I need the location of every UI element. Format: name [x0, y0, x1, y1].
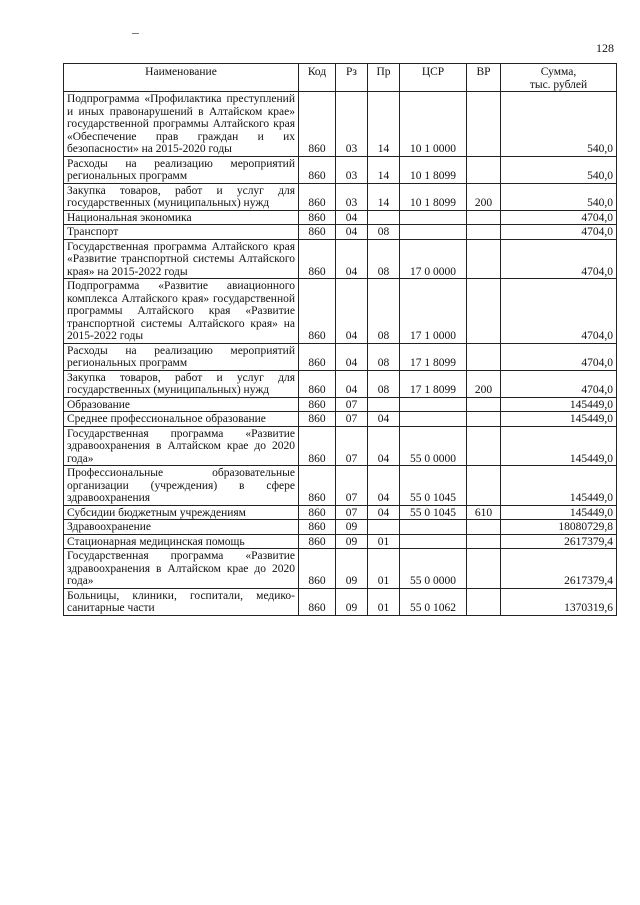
- cell-rz: 09: [336, 549, 368, 589]
- cell-vr: [467, 343, 501, 370]
- cell-sum: 2617379,4: [501, 534, 617, 549]
- header-sum: [501, 64, 617, 92]
- cell-rz: 04: [336, 343, 368, 370]
- cell-name: Здравоохранение: [64, 520, 299, 535]
- cell-vr: [467, 279, 501, 344]
- table-row: [64, 520, 617, 535]
- cell-pr: 04: [368, 412, 400, 427]
- cell-pr: 08: [368, 343, 400, 370]
- cell-kod: 860: [299, 210, 336, 225]
- cell-sum: 2617379,4: [501, 549, 617, 589]
- cell-kod: 860: [299, 239, 336, 279]
- cell-csr: [400, 225, 467, 240]
- cell-csr: 55 0 0000: [400, 426, 467, 466]
- cell-sum: 4704,0: [501, 343, 617, 370]
- cell-kod: 860: [299, 505, 336, 520]
- table-row: [64, 466, 617, 506]
- cell-rz: 04: [336, 225, 368, 240]
- table-row: [64, 343, 617, 370]
- cell-sum: 1370319,6: [501, 588, 617, 615]
- cell-pr: 01: [368, 549, 400, 589]
- cell-name: Государственная программа «Развитие здравоохранения в Алтайском крае до 2020 года»: [64, 549, 299, 589]
- cell-csr: 17 1 8099: [400, 343, 467, 370]
- cell-rz: 07: [336, 426, 368, 466]
- cell-kod: 860: [299, 183, 336, 210]
- header-name: Наименование: [64, 64, 299, 92]
- cell-rz: 09: [336, 534, 368, 549]
- cell-kod: 860: [299, 370, 336, 397]
- cell-name: Закупка товаров, работ и услуг для государственных (муниципальных) нужд: [64, 183, 299, 210]
- header-vr: ВР: [467, 64, 501, 92]
- cell-rz: 07: [336, 466, 368, 506]
- cell-rz: 09: [336, 520, 368, 535]
- cell-pr: 01: [368, 588, 400, 615]
- header-csr: ЦСР: [400, 64, 467, 92]
- cell-kod: 860: [299, 343, 336, 370]
- cell-name: Среднее профессиональное образование: [64, 412, 299, 427]
- cell-sum: 145449,0: [501, 426, 617, 466]
- cell-sum: 4704,0: [501, 279, 617, 344]
- table-row: [64, 412, 617, 427]
- table-row: [64, 426, 617, 466]
- cell-kod: 860: [299, 426, 336, 466]
- cell-rz: 07: [336, 412, 368, 427]
- cell-vr: 200: [467, 370, 501, 397]
- cell-csr: [400, 397, 467, 412]
- cell-kod: 860: [299, 92, 336, 157]
- cell-rz: 03: [336, 156, 368, 183]
- table-row: [64, 225, 617, 240]
- cell-vr: 200: [467, 183, 501, 210]
- cell-pr: 14: [368, 156, 400, 183]
- cell-kod: 860: [299, 588, 336, 615]
- cell-pr: [368, 397, 400, 412]
- cell-vr: [467, 397, 501, 412]
- cell-sum: 4704,0: [501, 370, 617, 397]
- table-row: [64, 279, 617, 344]
- cell-pr: 04: [368, 466, 400, 506]
- cell-name: Образование: [64, 397, 299, 412]
- cell-csr: 55 0 1062: [400, 588, 467, 615]
- cell-name: Профессиональные образовательные организации (учреждения) в сфере здравоохранения: [64, 466, 299, 506]
- cell-vr: [467, 520, 501, 535]
- header-sum-line1: Сумма,: [540, 66, 577, 78]
- cell-pr: 08: [368, 370, 400, 397]
- cell-pr: [368, 210, 400, 225]
- cell-sum: 145449,0: [501, 505, 617, 520]
- cell-csr: 55 0 0000: [400, 549, 467, 589]
- cell-vr: [467, 534, 501, 549]
- cell-vr: [467, 156, 501, 183]
- cell-sum: 4704,0: [501, 210, 617, 225]
- cell-vr: [467, 549, 501, 589]
- cell-vr: [467, 239, 501, 279]
- cell-rz: 07: [336, 397, 368, 412]
- cell-pr: 14: [368, 92, 400, 157]
- cell-pr: 04: [368, 505, 400, 520]
- cell-vr: [467, 92, 501, 157]
- cell-kod: 860: [299, 520, 336, 535]
- table-row: [64, 549, 617, 589]
- cell-sum: 540,0: [501, 92, 617, 157]
- cell-kod: 860: [299, 225, 336, 240]
- cell-sum: 145449,0: [501, 466, 617, 506]
- cell-name: Государственная программа «Развитие здравоохранения в Алтайском крае до 2020 года»: [64, 426, 299, 466]
- cell-kod: 860: [299, 534, 336, 549]
- cell-name: Расходы на реализацию мероприятий региональных программ: [64, 156, 299, 183]
- cell-name: Подпрограмма «Профилактика преступлений и иных правонарушений в Алтайском крае» государственной программы Алтайского края «Обеспечение прав граждан и их безопасности» на 2015-2020 годы: [64, 92, 299, 157]
- cell-csr: 10 1 8099: [400, 183, 467, 210]
- cell-pr: 08: [368, 239, 400, 279]
- header-pr: Пр: [368, 64, 400, 92]
- table-row: [64, 588, 617, 615]
- page-number: 128: [596, 41, 614, 55]
- cell-name: Государственная программа Алтайского края «Развитие транспортной системы Алтайского края» на 2015-2022 годы: [64, 239, 299, 279]
- cell-rz: 09: [336, 588, 368, 615]
- cell-vr: [467, 466, 501, 506]
- table-row: [64, 370, 617, 397]
- cell-sum: 145449,0: [501, 412, 617, 427]
- cell-csr: 55 0 1045: [400, 466, 467, 506]
- cell-sum: 4704,0: [501, 225, 617, 240]
- cell-csr: 17 1 0000: [400, 279, 467, 344]
- cell-name: Закупка товаров, работ и услуг для государственных (муниципальных) нужд: [64, 370, 299, 397]
- cell-csr: 10 1 0000: [400, 92, 467, 157]
- cell-kod: 860: [299, 466, 336, 506]
- budget-table: [63, 63, 617, 616]
- cell-csr: 17 1 8099: [400, 370, 467, 397]
- cell-rz: 03: [336, 183, 368, 210]
- cell-vr: 610: [467, 505, 501, 520]
- cell-vr: [467, 210, 501, 225]
- cell-rz: 07: [336, 505, 368, 520]
- cell-csr: [400, 210, 467, 225]
- cell-sum: 4704,0: [501, 239, 617, 279]
- table-row: [64, 183, 617, 210]
- cell-rz: 04: [336, 239, 368, 279]
- cell-vr: [467, 225, 501, 240]
- cell-pr: 08: [368, 279, 400, 344]
- cell-name: Расходы на реализацию мероприятий региональных программ: [64, 343, 299, 370]
- cell-kod: 860: [299, 397, 336, 412]
- cell-kod: 860: [299, 156, 336, 183]
- cell-pr: 04: [368, 426, 400, 466]
- table-body: [64, 92, 617, 616]
- cell-sum: 18080729,8: [501, 520, 617, 535]
- cell-sum: 540,0: [501, 183, 617, 210]
- cell-vr: [467, 588, 501, 615]
- cell-kod: 860: [299, 412, 336, 427]
- cell-pr: 14: [368, 183, 400, 210]
- cell-sum: 540,0: [501, 156, 617, 183]
- cell-name: Больницы, клиники, госпитали, медико-санитарные части: [64, 588, 299, 615]
- cell-pr: 01: [368, 534, 400, 549]
- header-sum-line2: тыс. рублей: [529, 78, 588, 91]
- cell-csr: [400, 520, 467, 535]
- cell-csr: 55 0 1045: [400, 505, 467, 520]
- cell-name: Национальная экономика: [64, 210, 299, 225]
- cell-csr: [400, 534, 467, 549]
- scan-mark: [132, 33, 139, 34]
- cell-kod: 860: [299, 279, 336, 344]
- header-kod: Код: [299, 64, 336, 92]
- table-header: [64, 64, 617, 92]
- table-row: [64, 210, 617, 225]
- cell-sum: 145449,0: [501, 397, 617, 412]
- table-row: [64, 92, 617, 157]
- cell-csr: 10 1 8099: [400, 156, 467, 183]
- table-row: [64, 534, 617, 549]
- cell-name: Стационарная медицинская помощь: [64, 534, 299, 549]
- cell-name: Подпрограмма «Развитие авиационного комплекса Алтайского края» государственной программы Алтайского края «Развитие транспортной системы Алтайского края» на 2015-2022 годы: [64, 279, 299, 344]
- cell-rz: 04: [336, 370, 368, 397]
- table-row: [64, 397, 617, 412]
- cell-vr: [467, 412, 501, 427]
- cell-rz: 04: [336, 210, 368, 225]
- cell-rz: 04: [336, 279, 368, 344]
- cell-name: Транспорт: [64, 225, 299, 240]
- cell-vr: [467, 426, 501, 466]
- cell-rz: 03: [336, 92, 368, 157]
- header-rz: Рз: [336, 64, 368, 92]
- cell-pr: 08: [368, 225, 400, 240]
- cell-kod: 860: [299, 549, 336, 589]
- table-row: [64, 505, 617, 520]
- cell-csr: [400, 412, 467, 427]
- cell-name: Субсидии бюджетным учреждениям: [64, 505, 299, 520]
- table-row: [64, 239, 617, 279]
- table-row: [64, 156, 617, 183]
- cell-csr: 17 0 0000: [400, 239, 467, 279]
- cell-pr: [368, 520, 400, 535]
